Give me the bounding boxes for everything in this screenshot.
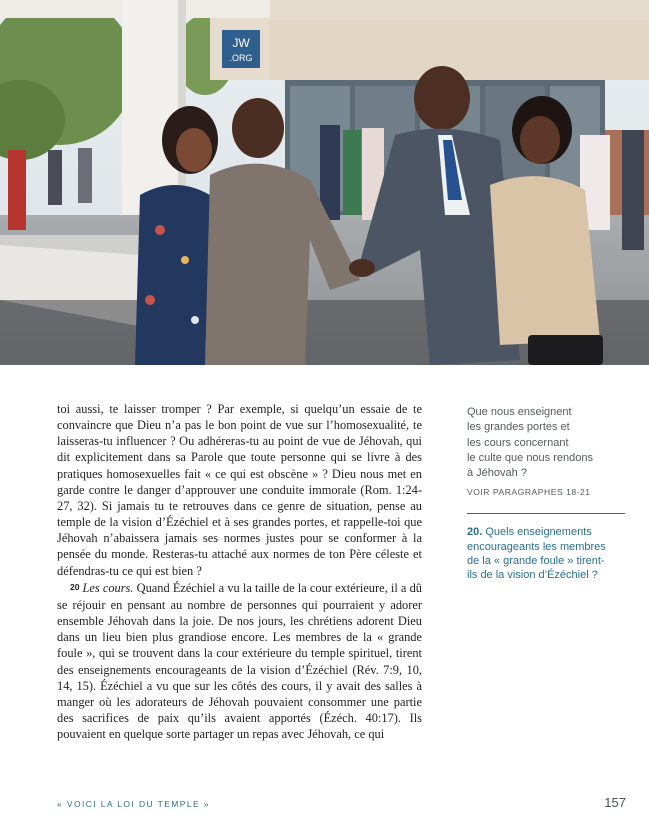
question-number: 20. xyxy=(467,526,483,539)
question-text: Quels enseignements encourageants les membres de la « grande foule » tirent- ils de la vision d’Ézéchiel ? xyxy=(467,526,606,582)
paragraph-20 xyxy=(57,580,422,743)
study-question xyxy=(467,525,629,582)
page-number: 157 xyxy=(604,795,626,810)
photo-caption: Que nous enseignent les grandes portes et les cours concernant le culte que nous rendons à Jéhovah ? xyxy=(467,406,593,480)
divider xyxy=(467,513,625,514)
paragraph-19-continuation: toi aussi, te laisser tromper ? Par exemple, si quelqu’un essaie de te convaincre que Dieu n’a pas le bon point de vue sur l’homosexualité, te laisseras-tu influencer ? Ou adhéreras-tu au point de vue de Jéhovah, qui dit explicitement dans sa Parole que toute personne qui se livre à des pratiques homosexuelles fait « ce qui est obscène » ? Dieu nous met en garde contre le danger d’approuver une conduite immorale (Rom. 1:24-27, 32). Si jamais tu te retrouves dans ce genre de situation, pense au temple de la vision d’Ézéchiel et à ses grandes portes, et rappelle-toi que Jéhovah n’abaissera jamais ses normes justes pour se conformer à la pensée du monde. Resteras-tu attaché aux normes de ton Père céleste et défendras-tu ce qui est bien ? xyxy=(57,402,422,578)
see-paragraphs: VOIR PARAGRAPHES 18-21 xyxy=(467,487,591,498)
handbag xyxy=(528,335,603,365)
sign-text-jw: JW xyxy=(232,36,250,50)
kingdom-hall-greeting-photo xyxy=(0,0,649,365)
paragraph-lead: Les cours. xyxy=(82,580,134,595)
paragraph-20-text: Quand Ézéchiel a vu la taille de la cour extérieure, il a dû se réjouir en pensant au nombre de personnes qui pourraient y adorer ensemble Jéhovah dans la joie. De nos jours, les chrétiens adorent Dieu dans un lieu bien plus grandiose encore. Les membres de la « grande foule », qui se trouvent dans la cour extérieure du temple spirituel, tirent des enseignements encourageants de la vision d’Ézéchiel (Rév. 7:9, 10, 14, 15). Ézéchiel a vu que sur les côtés des cours, il y avait des salles à manger où les adorateurs de Jéhovah pouvaient consommer une partie des sacrifices de paix qu’ils avaient apportés (Ézéch. 40:17). Ils pouvaient en quelque sorte partager un repas avec Jéhovah, ce qui xyxy=(57,580,422,742)
article-body xyxy=(57,401,422,742)
paragraph-number: 20 xyxy=(70,581,80,592)
sign-text-org: .ORG xyxy=(229,53,253,63)
running-footer-title: « VOICI LA LOI DU TEMPLE » xyxy=(57,799,210,809)
sidebar xyxy=(467,405,629,582)
